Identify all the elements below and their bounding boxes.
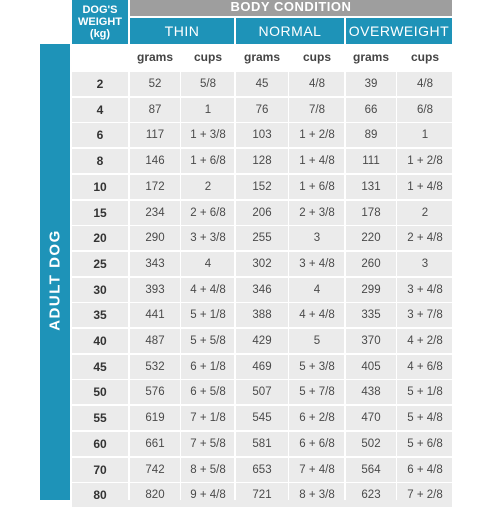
thin-cups-cell: 2 + 6/8 — [190, 206, 226, 219]
overweight-grams-subheader: grams — [352, 50, 390, 64]
column-divider — [396, 44, 397, 500]
thin-grams-cell: 234 — [145, 206, 165, 219]
thin-grams-cell: 117 — [145, 129, 165, 142]
overweight-grams-cell: 470 — [361, 412, 381, 425]
normal-cups-cell: 7/8 — [309, 103, 325, 116]
weight-cell: 80 — [93, 488, 107, 503]
thin-cups-subheader: cups — [193, 50, 222, 64]
overweight-cups-cell: 3 + 7/8 — [407, 309, 443, 322]
normal-grams-cell: 45 — [255, 78, 269, 90]
column-divider — [344, 44, 346, 500]
thin-cups-cell: 2 — [204, 180, 212, 193]
overweight-cups-cell: 5 + 1/8 — [407, 386, 443, 399]
thin-cups-cell: 8 + 5/8 — [190, 463, 226, 476]
overweight-cups-cell: 5 + 6/8 — [407, 437, 443, 450]
adult-dog-label: ADULT DOG — [46, 229, 64, 331]
column-divider — [234, 44, 236, 500]
normal-grams-cell: 346 — [252, 283, 272, 296]
weight-cell: 4 — [96, 102, 104, 117]
thin-cups-cell: 1 + 3/8 — [190, 129, 226, 142]
overweight-cups-cell: 1 — [421, 129, 429, 142]
normal-grams-subheader: grams — [243, 50, 281, 64]
overweight-cups-cell: 6/8 — [417, 103, 433, 116]
overweight-cups-cell: 2 — [421, 206, 429, 219]
thin-cups-cell: 6 + 5/8 — [190, 386, 226, 399]
weight-cell: 30 — [93, 282, 107, 297]
thin-grams-cell: 576 — [145, 386, 165, 399]
overweight-cups-cell: 1 + 2/8 — [407, 155, 443, 168]
thin-grams-cell: 487 — [145, 335, 165, 347]
overweight-grams-cell: 335 — [361, 309, 381, 322]
overweight-grams-cell: 564 — [361, 463, 381, 476]
overweight-grams-cell: 131 — [361, 180, 381, 193]
thin-cups-cell: 5 + 1/8 — [190, 309, 226, 322]
overweight-cups-cell: 7 + 2/8 — [407, 489, 443, 502]
column-divider — [288, 44, 289, 500]
weight-cell: 10 — [93, 179, 107, 194]
weight-cell: 20 — [93, 231, 107, 246]
normal-cups-cell: 2 + 3/8 — [299, 206, 335, 219]
normal-cups-cell: 4 — [313, 283, 321, 296]
weight-cell: 2 — [96, 77, 104, 91]
overweight-cups-cell: 6 + 4/8 — [407, 463, 443, 476]
overweight-cups-cell: 3 — [421, 257, 429, 270]
normal-cups-cell: 5 + 7/8 — [299, 386, 335, 399]
normal-grams-cell: 255 — [252, 232, 272, 245]
thin-grams-subheader: grams — [136, 50, 174, 64]
overweight-cups-cell: 5 + 4/8 — [407, 412, 443, 425]
overweight-grams-cell: 438 — [361, 386, 381, 399]
column-divider — [180, 44, 181, 500]
normal-grams-cell: 152 — [252, 180, 272, 193]
normal-cups-cell: 6 + 6/8 — [299, 437, 335, 450]
overweight-grams-cell: 111 — [362, 155, 380, 168]
normal-cups-cell: 4/8 — [309, 78, 325, 90]
thin-grams-cell: 343 — [145, 257, 165, 270]
normal-grams-cell: 545 — [252, 412, 272, 425]
overweight-cups-cell: 3 + 4/8 — [407, 283, 443, 296]
overweight-cups-cell: 2 + 4/8 — [407, 232, 443, 245]
normal-cups-cell: 1 + 6/8 — [299, 180, 335, 193]
overweight-grams-cell: 178 — [361, 206, 381, 219]
normal-cups-cell: 8 + 3/8 — [299, 489, 335, 502]
overweight-header: OVERWEIGHT — [346, 18, 452, 44]
thin-grams-cell: 661 — [145, 437, 165, 450]
overweight-cups-cell: 4/8 — [417, 78, 433, 90]
overweight-cups-subheader: cups — [410, 50, 439, 64]
weight-column-header — [72, 0, 128, 44]
overweight-grams-cell: 623 — [361, 489, 381, 502]
weight-cell: 60 — [93, 436, 107, 451]
thin-grams-cell: 146 — [145, 155, 165, 168]
overweight-grams-cell: 370 — [361, 335, 381, 347]
weight-header-unit: (kg) — [89, 28, 111, 40]
normal-grams-cell: 507 — [252, 386, 272, 399]
normal-cups-cell: 1 + 2/8 — [299, 129, 335, 142]
overweight-grams-cell: 39 — [364, 78, 378, 90]
normal-grams-cell: 469 — [252, 360, 272, 373]
normal-grams-cell: 76 — [255, 103, 269, 116]
normal-grams-cell: 103 — [252, 129, 272, 142]
thin-cups-cell: 9 + 4/8 — [190, 489, 226, 502]
thin-grams-cell: 532 — [145, 360, 165, 373]
weight-cell: 45 — [93, 359, 107, 374]
weight-cell: 15 — [93, 205, 107, 220]
column-divider — [128, 44, 130, 500]
normal-cups-cell: 3 — [313, 232, 321, 245]
weight-header-line-2: WEIGHT — [78, 16, 122, 28]
normal-cups-cell: 4 + 4/8 — [299, 309, 335, 322]
normal-grams-cell: 429 — [252, 335, 272, 347]
normal-cups-cell: 3 + 4/8 — [299, 257, 335, 270]
overweight-grams-cell: 405 — [361, 360, 381, 373]
overweight-grams-cell: 502 — [361, 437, 381, 450]
normal-grams-cell: 581 — [252, 437, 272, 450]
thin-grams-cell: 820 — [145, 489, 165, 502]
thin-grams-cell: 441 — [145, 309, 165, 322]
normal-cups-cell: 5 — [313, 335, 321, 347]
body-condition-banner: BODY CONDITION — [130, 0, 452, 16]
overweight-cups-cell: 4 + 2/8 — [407, 335, 443, 347]
overweight-grams-cell: 299 — [361, 283, 381, 296]
weight-cell: 55 — [93, 411, 107, 426]
overweight-grams-cell: 66 — [364, 103, 378, 116]
weight-header-line-1: DOG'S — [82, 4, 118, 16]
thin-header: THIN — [130, 18, 234, 44]
overweight-cups-cell: 4 + 6/8 — [407, 360, 443, 373]
overweight-cups-cell: 1 + 4/8 — [407, 180, 443, 193]
thin-cups-cell: 5 + 5/8 — [190, 335, 226, 347]
overweight-grams-cell: 220 — [361, 232, 381, 245]
weight-cell: 8 — [96, 154, 104, 169]
thin-cups-cell: 4 — [204, 257, 212, 270]
normal-grams-cell: 653 — [252, 463, 272, 476]
weight-cell: 6 — [96, 128, 104, 143]
normal-grams-cell: 206 — [252, 206, 272, 219]
normal-cups-cell: 6 + 2/8 — [299, 412, 335, 425]
normal-grams-cell: 721 — [252, 489, 272, 502]
thin-grams-cell: 87 — [148, 103, 162, 116]
thin-cups-cell: 7 + 5/8 — [190, 437, 226, 450]
thin-cups-cell: 7 + 1/8 — [190, 412, 226, 425]
overweight-grams-cell: 260 — [361, 257, 381, 270]
weight-cell: 25 — [93, 256, 107, 271]
normal-grams-cell: 388 — [252, 309, 272, 322]
thin-grams-cell: 52 — [148, 78, 162, 90]
normal-header: NORMAL — [236, 18, 344, 44]
weight-cell: 35 — [93, 308, 107, 323]
thin-cups-cell: 1 + 6/8 — [190, 155, 226, 168]
thin-cups-cell: 1 — [204, 103, 212, 116]
thin-cups-cell: 6 + 1/8 — [190, 360, 226, 373]
normal-cups-cell: 1 + 4/8 — [299, 155, 335, 168]
normal-grams-cell: 128 — [252, 155, 272, 168]
normal-cups-cell: 7 + 4/8 — [299, 463, 335, 476]
thin-grams-cell: 290 — [145, 232, 165, 245]
normal-cups-cell: 5 + 3/8 — [299, 360, 335, 373]
thin-grams-cell: 619 — [145, 412, 165, 425]
weight-cell: 50 — [93, 385, 107, 400]
normal-grams-cell: 302 — [252, 257, 272, 270]
thin-cups-cell: 3 + 3/8 — [190, 232, 226, 245]
weight-cell: 70 — [93, 462, 107, 477]
thin-grams-cell: 172 — [145, 180, 165, 193]
normal-cups-subheader: cups — [302, 50, 331, 64]
thin-grams-cell: 393 — [145, 283, 165, 296]
overweight-grams-cell: 89 — [364, 129, 378, 142]
thin-cups-cell: 4 + 4/8 — [190, 283, 226, 296]
thin-cups-cell: 5/8 — [200, 78, 216, 90]
weight-cell: 40 — [93, 334, 107, 348]
thin-grams-cell: 742 — [145, 463, 165, 476]
